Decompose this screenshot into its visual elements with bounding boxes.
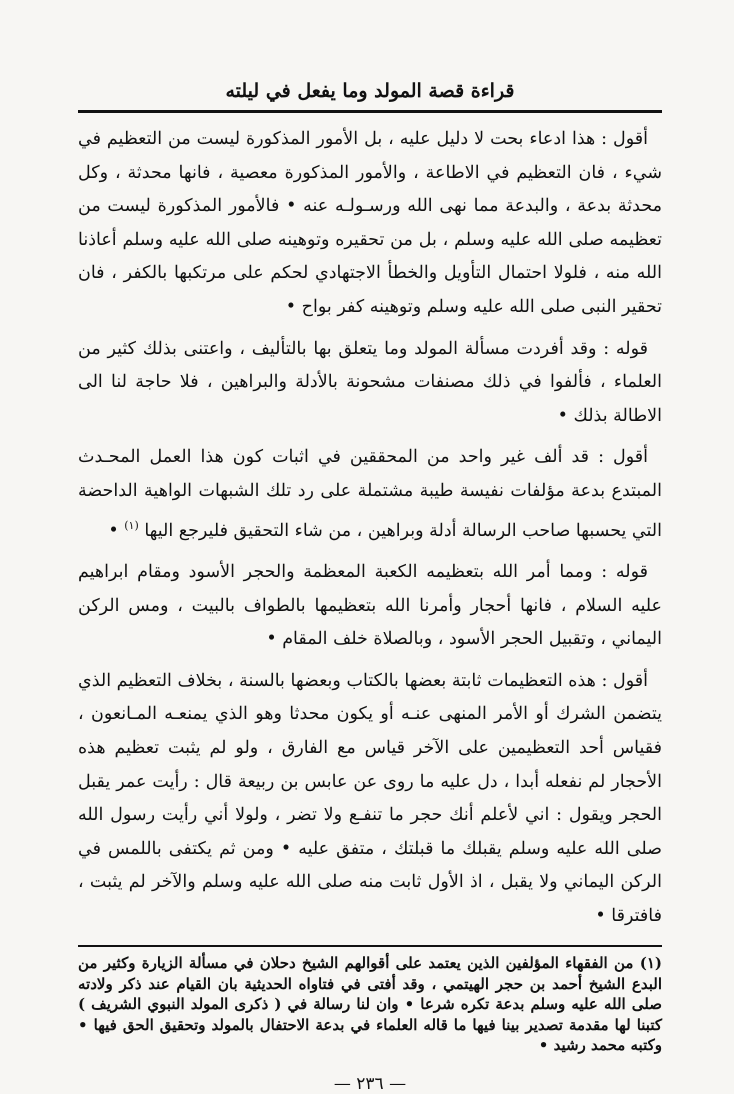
paragraph-4: قوله : ومما أمر الله بتعظيمه الكعبة المعظمة والحجر الأسود ومقام ابراهيم عليه السلام ، فانها أحجار وأمرنا الله بتعظيمها بالطواف بالبيت ، ومس الركن اليماني ، وتقبيل الحجر الأسود ، وبالصلاة خلف المقام •: [78, 561, 662, 650]
paragraph-1: أقول : هذا ادعاء بحت لا دليل عليه ، بل الأمور المذكورة ليست من التعظيم في شيء ، فان التعظيم في الاطاعة ، والأمور المذكورة معصية ، فانها محدثة ، وكل محدثة بدعة ، والبدعة مما نهى الله ورسـولـه عنه • فالأمور المذكورة ليست من تعظيمه صلى الله عليه وسلم ، بل من تحقيره وتوهينه صلى الله عليه وسلم أعاذنا الله منه ، فلولا احتمال التأويل والخطأ الاجتهادي لحكم على مرتكبها بالكفر ، فان تحقير النبى صلى الله عليه وسلم وتوهينه كفر بواح •: [78, 129, 662, 317]
paragraph-3-text: أقول : قد ألف غير واحد من المحققين في اثبات كون هذا العمل المحـدث المبتدع بدعة مؤلفات نفيسة طيبة مشتملة على رد تلك الشبهات الواهية الداحضة التي يحسبها صاحب الرسالة أدلة وبراهين ، من شاء التحقيق فليرجع اليها: [78, 447, 662, 541]
page-number: — ٢٣٦ —: [333, 1073, 407, 1094]
paragraph-3: [78, 441, 662, 548]
footnote: (١) من الفقهاء المؤلفين الذين يعتمد على أقوالهم الشيخ دحلان في مسألة الزيارة وكثير من البدع الشيخ أحمد بن حجر الهيتمي ، وقد أفتى في فتاواه الحديثية بان القيام عند ذكر ولادته صلى الله عليه وسلم بدعة تكره شرعا • وان لنا رسالة في ( ذكرى المولد النبوي الشريف ) كتبنا لها مقدمة تصدير بينا فيها ما قاله العلماء في بدعة الاحتفال بالمولد وتحقيق الحق فيها • وكتبه محمد رشيد •: [78, 954, 662, 1055]
footnote-divider: [78, 945, 662, 947]
footnote-marker: (١): [124, 518, 139, 532]
paragraph-3-end: •: [108, 520, 125, 541]
paragraph-5: أقول : هذه التعظيمات ثابتة بعضها بالكتاب وبعضها بالسنة ، بخلاف التعظيم الذي يتضمن الشرك أو الأمر المنهى عنـه أو يكون محدثا وهو الذي يمنعـه المـانعون ، فقياس أحد التعظيمين على الآخر قياس مع الفارق ، ولو لم يثبت تعظيم هذه الأحجار لم نفعله أبدا ، دل عليه ما روى عن عابس بن ربيعة قال : رأيت عمر يقبل الحجر ويقول : اني لأعلم أنك حجر ما تنفـع ولا تضر ، ولولا أني رأيت رسول الله صلى الله عليه وسلم يقبلك ما قبلتك ، متفق عليه • ومن ثم يكتفى باللمس في الركن اليماني ولا يقبل ، اذ الأول ثابت منه صلى الله عليه وسلم والآخر لم يثبت ، فافترقا •: [78, 670, 662, 926]
running-head-title: قراءة قصة المولد وما يفعل في ليلته: [78, 78, 662, 113]
paragraph-2: قوله : وقد أفردت مسألة المولد وما يتعلق بها بالتأليف ، واعتنى بذلك كثير من العلماء ، فألفوا في ذلك مصنفات مشحونة بالأدلة والبراهين ، فلا حاجة لنا الى الاطالة بذلك •: [78, 338, 662, 426]
